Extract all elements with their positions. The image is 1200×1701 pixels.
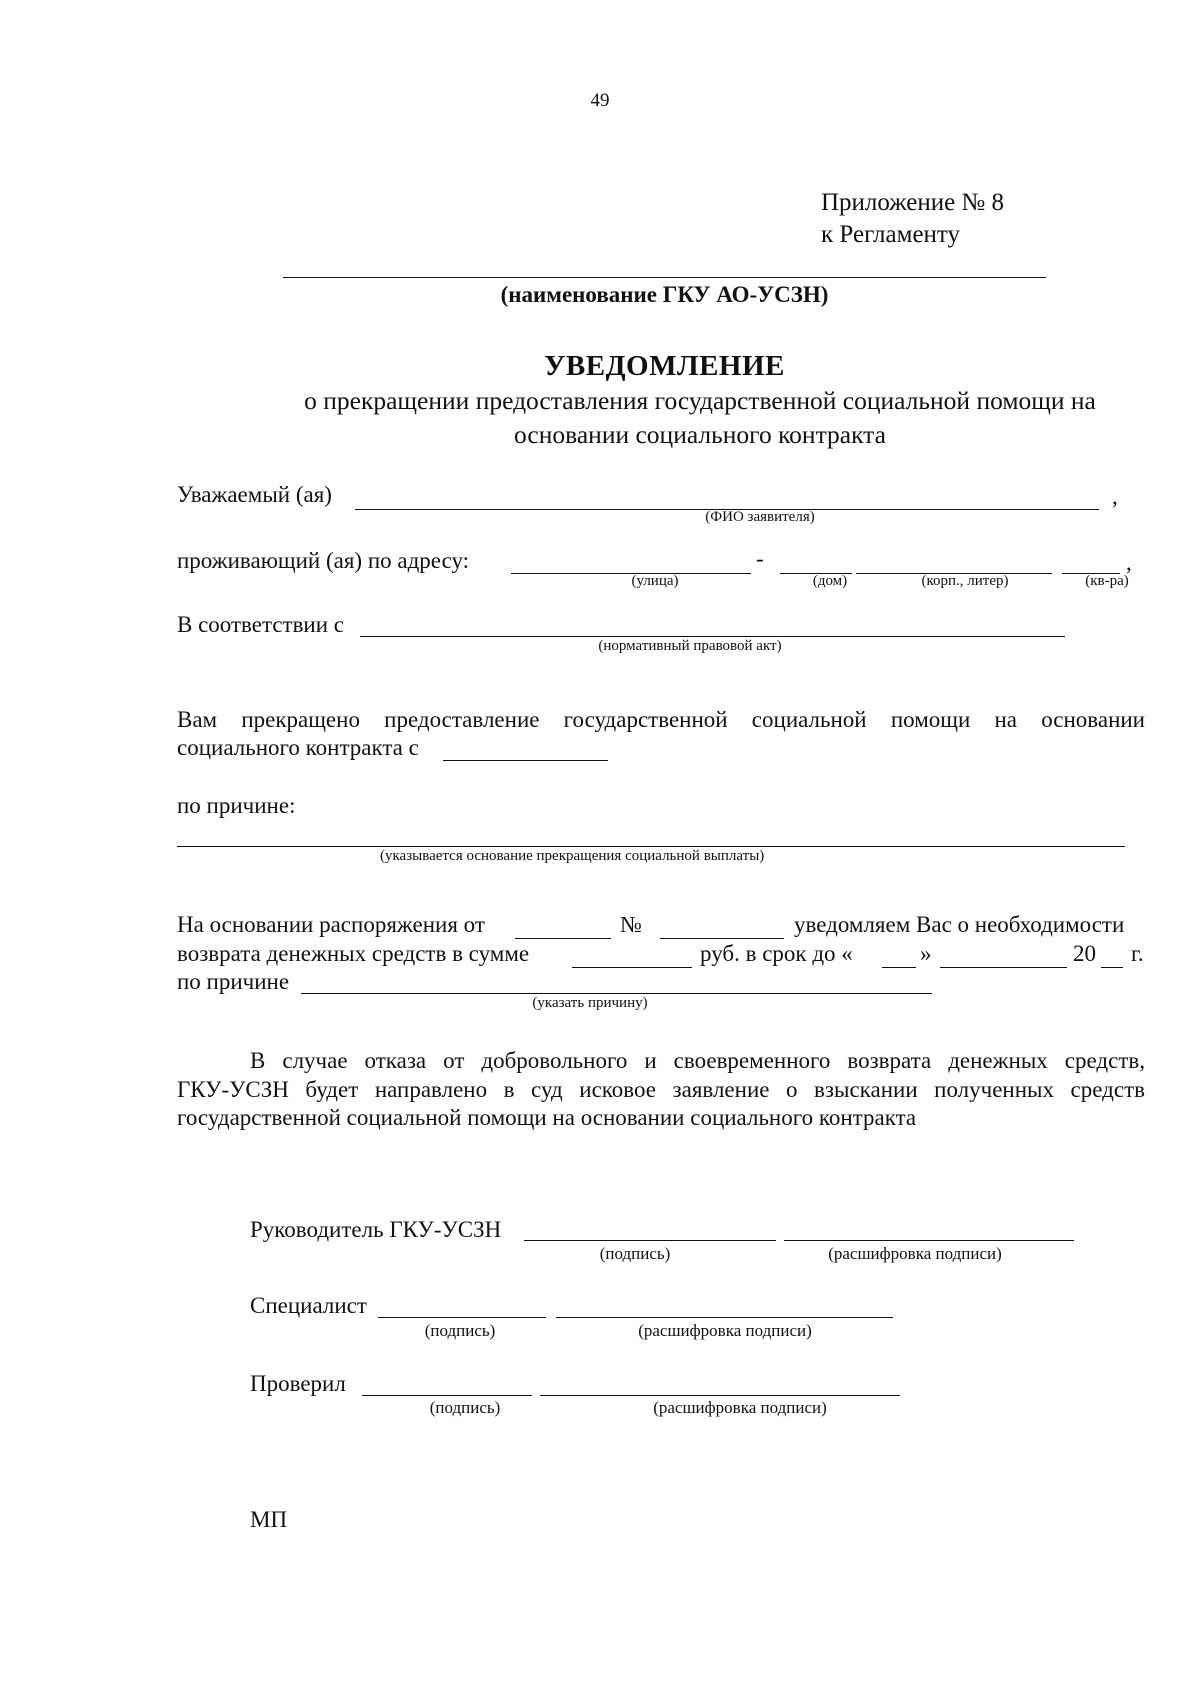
order-date-field — [515, 938, 611, 939]
refund-reason-caption: (указать причину) — [532, 995, 648, 1011]
termination-date-field — [443, 760, 608, 761]
specialist-signature-caption: (подпись) — [424, 1321, 496, 1340]
head-signature-caption: (подпись) — [599, 1244, 671, 1263]
stamp-place: МП — [250, 1507, 288, 1532]
appendix-reference: к Регламенту — [821, 221, 961, 248]
refund-year-suffix: г. — [1131, 941, 1144, 966]
refund-text-prefix: возврата денежных средств в сумме — [177, 941, 530, 966]
basis-field — [360, 636, 1065, 637]
order-notify-text: уведомляем Вас о необходимости — [794, 912, 1125, 937]
refund-day-field — [882, 967, 916, 968]
head-signature-decode-field — [784, 1240, 1074, 1241]
address-building-caption: (корп., литер) — [921, 573, 1009, 589]
refusal-text-line3: государственной социальной помощи на основании социального контракта — [177, 1105, 917, 1130]
page-number: 49 — [590, 90, 610, 111]
specialist-signature-label: Специалист — [250, 1293, 367, 1318]
order-text-prefix: На основании распоряжения от — [177, 912, 485, 937]
checked-signature-field — [362, 1395, 532, 1396]
refund-amount-field — [572, 967, 692, 968]
address-street-caption: (улица) — [631, 573, 679, 589]
head-decode-caption: (расшифровка подписи) — [828, 1244, 1002, 1263]
specialist-decode-caption: (расшифровка подписи) — [638, 1321, 812, 1340]
address-label: проживающий (ая) по адресу: — [177, 548, 470, 573]
address-dash: - — [756, 546, 764, 571]
reason-label: по причине: — [177, 793, 296, 818]
refund-year-field — [1101, 967, 1123, 968]
refund-deadline-text: руб. в срок до « — [700, 941, 853, 966]
refund-reason-field — [301, 993, 932, 994]
checked-signature-caption: (подпись) — [429, 1398, 501, 1417]
org-name-line — [283, 277, 1046, 278]
appendix-label: Приложение № 8 — [821, 189, 1005, 216]
order-number-sign: № — [620, 912, 642, 937]
refund-reason-label: по причине — [177, 969, 290, 994]
document-title: УВЕДОМЛЕНИЕ — [544, 350, 785, 382]
head-signature-label: Руководитель ГКУ-УСЗН — [250, 1217, 502, 1242]
termination-text-line1: Вам прекращено предоставление государственной социальной помощи на основании — [177, 707, 1145, 732]
basis-label: В соответствии с — [177, 612, 345, 637]
addressee-label: Уважаемый (ая) — [177, 482, 332, 507]
document-subtitle-line2: основании социального контракта — [514, 420, 886, 449]
address-house-caption: (дом) — [812, 573, 848, 589]
refusal-text-line2: ГКУ-УСЗН будет направлено в суд исковое заявление о взыскании полученных средств — [177, 1077, 1145, 1102]
document-subtitle-line1: о прекращении предоставления государственной социальной помощи на — [304, 386, 1096, 415]
specialist-signature-field — [378, 1317, 546, 1318]
address-comma: , — [1126, 550, 1132, 575]
org-name-caption: (наименование ГКУ АО-УСЗН) — [500, 282, 829, 307]
addressee-caption: (ФИО заявителя) — [705, 509, 815, 525]
head-signature-field — [524, 1240, 776, 1241]
addressee-comma: , — [1112, 484, 1118, 509]
basis-caption: (нормативный правовой акт) — [598, 638, 782, 654]
refund-month-field — [940, 967, 1067, 968]
termination-text-line2: социального контракта с — [177, 735, 419, 760]
specialist-decode-field — [556, 1317, 893, 1318]
refund-year-prefix: 20 — [1073, 941, 1096, 966]
order-number-field — [660, 938, 784, 939]
refund-day-quote: » — [920, 941, 932, 966]
reason-caption: (указывается основание прекращения социальной выплаты) — [380, 848, 765, 864]
refusal-text-line1: В случае отказа от добровольного и своевременного возврата денежных средств, — [250, 1048, 1145, 1073]
address-apartment-caption: (кв-ра) — [1085, 573, 1129, 589]
reason-field — [177, 846, 1125, 847]
checked-decode-caption: (расшифровка подписи) — [653, 1398, 827, 1417]
checked-signature-label: Проверил — [250, 1371, 346, 1396]
checked-decode-field — [540, 1395, 900, 1396]
